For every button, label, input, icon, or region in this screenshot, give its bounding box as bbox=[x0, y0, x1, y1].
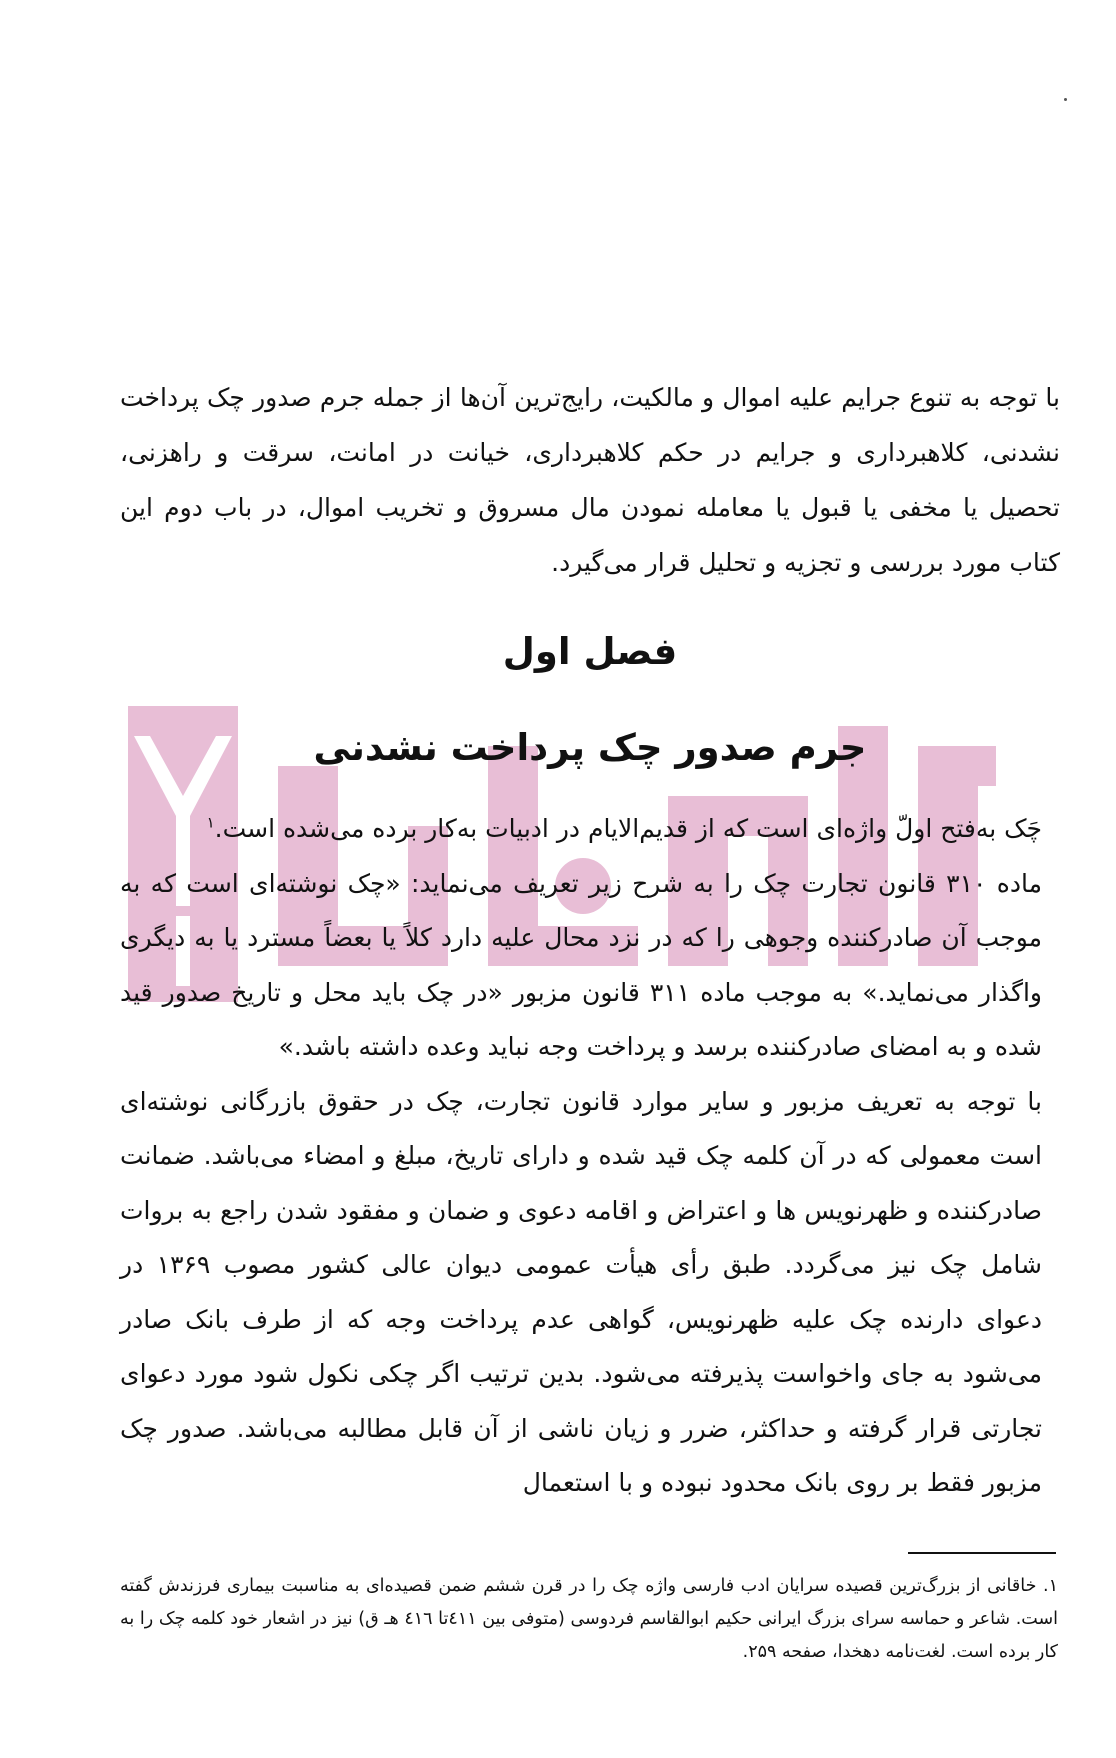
body-paragraph-text: چَک به‌فتح اولّ واژه‌ای است که از قدیم‌الایام در ادبیات به‌کار برده می‌شده است. bbox=[214, 814, 1042, 843]
body-paragraph-2 bbox=[120, 857, 1060, 1075]
footnote-text: ۱. خاقانی از بزرگ‌ترین قصیده سرایان ادب فارسی واژه چک را در قرن ششم ضمن قصیده‌ای به مناسبت بیماری فرزندش گفته است. شاعر و حماسه سرای بزرگ ایرانی حکیم ابوالقاسم فردوسی (متوفی بین ٤١١تا ٤١٦ هـ ق) نیز در اشعار خود کلمه چک را به کار برده است. لغت‌نامه دهخدا، صفحه ۲۵۹. bbox=[120, 1576, 1059, 1662]
footnote-reference: ۱ bbox=[206, 813, 215, 832]
footnote-block bbox=[120, 1570, 1058, 1669]
scan-speck bbox=[1064, 98, 1067, 101]
body-text-block bbox=[120, 802, 1060, 1511]
intro-paragraph: با توجه به تنوع جرایم علیه اموال و مالکیت، رایج‌ترین آن‌ها از جمله جرم صدور چک پرداخت نشدنی، کلاهبرداری و جرایم در حکم کلاهبرداری، خیانت در امانت، سرقت و راهزنی، تحصیل یا مخفی یا قبول یا معامله نمودن مال مسروق و تخریب اموال، در باب دوم این کتاب مورد بررسی و تجزیه و تحلیل قرار می‌گیرد. bbox=[120, 383, 1060, 577]
body-paragraph-1 bbox=[120, 802, 1060, 857]
footnote-separator bbox=[908, 1552, 1056, 1554]
intro-paragraph-block bbox=[120, 370, 1060, 590]
body-paragraph-3 bbox=[120, 1075, 1060, 1511]
body-paragraph-text: ماده ۳۱۰ قانون تجارت چک را به شرح زیر تعریف می‌نماید: «چک نوشته‌ای است که به موجب آن صادرکننده وجوهی را که در نزد محال علیه دارد کلاً یا بعضاً مسترد یا به دیگری واگذار می‌نماید.» به موجب ماده ۳۱۱ قانون مزبور «در چک باید محل و تاریخ صدور قید شده و به امضای صادرکننده برسد و پرداخت وجه نباید وعده داشته باشد.» bbox=[120, 868, 1043, 1061]
body-paragraph-text: با توجه به تعریف مزبور و سایر موارد قانون تجارت، چک در حقوق بازرگانی نوشته‌ای است معمولی که در آن کلمه چک قید شده و دارای تاریخ، مبلغ و امضاء می‌باشد. ضمانت صادرکننده و ظهرنویس ها و اعتراض و اقامه دعوی و ضمان و مفقود شدن راجع به بروات شامل چک نیز می‌گردد. طبق رأی هیأت عمومی دیوان عالی کشور مصوب ۱۳۶۹ در دعوای دارنده چک علیه ظهرنویس، گواهی عدم پرداخت وجه که از طرف بانک صادر می‌شود به جای واخواست پذیرفته می‌شود. بدین ترتیب اگر چکی نکول شود مورد دعوای تجارتی قرار گرفته و حداکثر، ضرر و زیان ناشی از آن قابل مطالبه می‌باشد. صدور چک مزبور فقط بر روی بانک محدود نبوده و با استعمال bbox=[120, 1086, 1042, 1497]
section-title: جرم صدور چک پرداخت نشدنی bbox=[313, 726, 867, 769]
chapter-title: فصل اول bbox=[502, 630, 678, 673]
